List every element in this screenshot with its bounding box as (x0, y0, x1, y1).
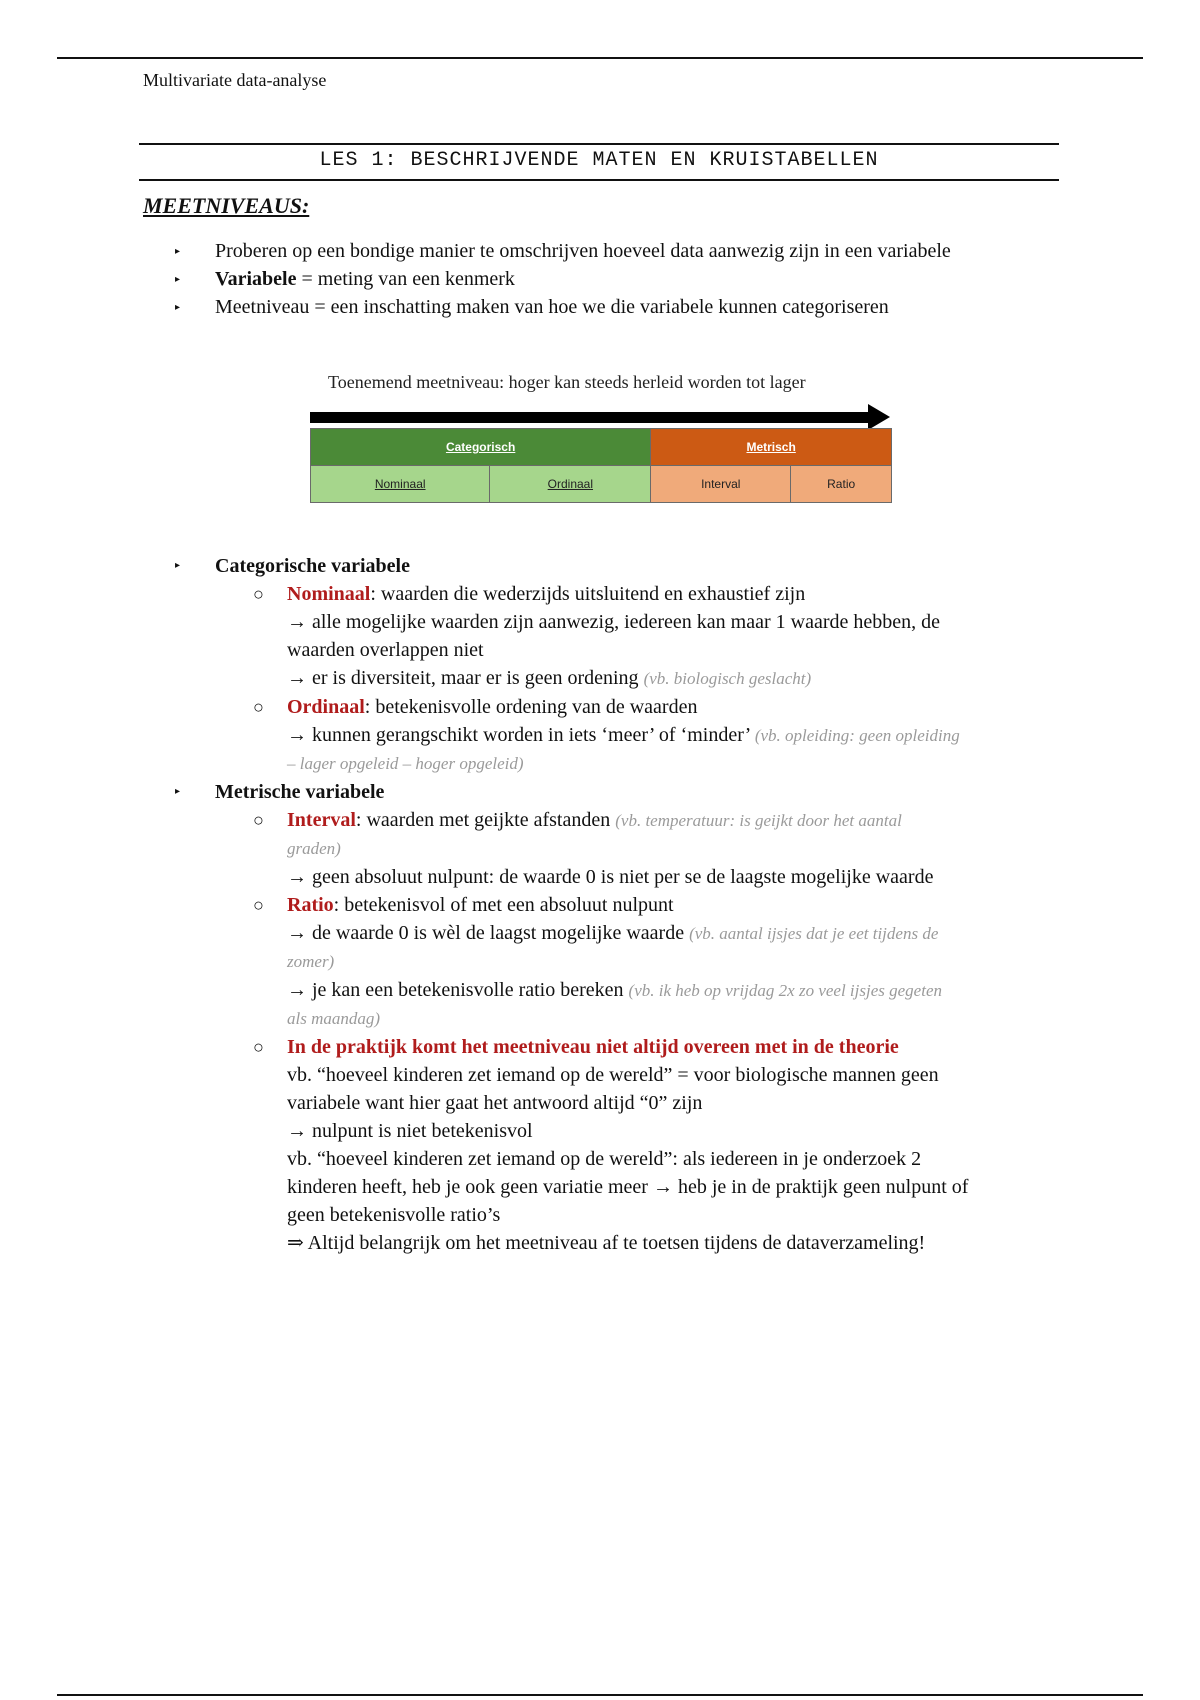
example-text: – lager opgeleid – hoger opgeleid) (287, 754, 524, 773)
ordinaal-item (175, 693, 1075, 778)
detail-line: → de waarde 0 is wèl de laagst mogelijke waarde (287, 922, 690, 944)
circle-bullet-icon: ○ (253, 895, 264, 915)
detail-line: variabele want hier gaat het antwoord altijd “0” zijn (287, 1092, 703, 1114)
circle-bullet-icon: ○ (253, 584, 264, 604)
cell-interval: Interval (651, 466, 791, 503)
measurement-level-diagram (310, 372, 900, 512)
ratio-item (175, 891, 1075, 1033)
arrow-right-icon (310, 404, 890, 430)
intro-text: Meetniveau = een inschatting maken van hoe we die variabele kunnen categoriseren (215, 295, 889, 318)
term-ratio: Ratio (287, 894, 334, 916)
header-categorisch: Categorisch (311, 429, 651, 466)
detail-line: vb. “hoeveel kinderen zet iemand op de wereld”: als iedereen in je onderzoek 2 (287, 1148, 922, 1170)
bullet-icon: ▸ (175, 786, 181, 797)
detail-line: waarden overlappen niet (287, 639, 484, 661)
definition: : betekenisvol of met een absoluut nulpunt (333, 894, 674, 916)
variable-types-list (175, 552, 1075, 1257)
definition: : waarden die wederzijds uitsluitend en exhaustief zijn (370, 583, 806, 605)
detail-line: → je kan een betekenisvolle ratio bereken (287, 979, 629, 1001)
example-text: als maandag) (287, 1009, 381, 1028)
intro-list (175, 237, 1075, 321)
detail-line: → kunnen gerangschikt worden in iets ‘meer’ of ‘minder’ (287, 724, 755, 746)
detail-line: kinderen heeft, heb je ook geen variatie meer → heb je in de praktijk geen nulpunt of (287, 1176, 969, 1198)
term-interval: Interval (287, 809, 356, 831)
detail-line: → nulpunt is niet betekenisvol (287, 1120, 533, 1142)
cell-nominaal: Nominaal (311, 466, 490, 503)
bullet-icon: ▸ (175, 245, 181, 257)
circle-bullet-icon: ○ (253, 810, 264, 830)
page-title: LES 1: BESCHRIJVENDE MATEN EN KRUISTABELLEN (319, 149, 879, 172)
detail-line: vb. “hoeveel kinderen zet iemand op de wereld” = voor biologische mannen geen (287, 1064, 939, 1086)
definition: : waarden met geijkte afstanden (355, 809, 616, 831)
circle-bullet-icon: ○ (253, 697, 264, 717)
top-rule (57, 57, 1143, 59)
categorische-title: Categorische variabele (215, 555, 410, 577)
example-text: graden) (287, 839, 341, 858)
term-variabele: Variabele (215, 267, 297, 290)
circle-bullet-icon: ○ (253, 1037, 264, 1057)
header-metrisch: Metrisch (651, 429, 892, 466)
page-header: Multivariate data-analyse (143, 70, 327, 90)
title-box (139, 143, 1059, 181)
intro-text: Proberen op een bondige manier te omschrijven hoeveel data aanwezig zijn in een variabele (215, 239, 951, 262)
list-item (175, 552, 1075, 580)
measurement-level-table (310, 428, 892, 503)
example-text: (vb. opleiding: geen opleiding (754, 726, 960, 745)
example-text: (vb. ik heb op vrijdag 2x zo veel ijsjes gegeten (628, 981, 942, 1000)
praktijk-item (175, 1033, 1075, 1257)
bullet-icon: ▸ (175, 301, 181, 313)
detail-line: geen betekenisvolle ratio’s (287, 1204, 501, 1226)
bullet-icon: ▸ (175, 560, 181, 571)
definition: : betekenisvolle ordening van de waarden (364, 696, 698, 718)
list-item (175, 265, 1075, 293)
diagram-caption: Toenemend meetniveau: hoger kan steeds herleid worden tot lager (328, 372, 806, 392)
bottom-rule (57, 1694, 1143, 1696)
metrische-title: Metrische variabele (215, 781, 385, 803)
example-text: zomer) (287, 952, 335, 971)
example-text: (vb. temperatuur: is geijkt door het aantal (615, 811, 902, 830)
section-heading: MEETNIVEAUS: (143, 193, 310, 218)
detail-line: → alle mogelijke waarden zijn aanwezig, iedereen kan maar 1 waarde hebben, de (287, 611, 941, 633)
term-ordinaal: Ordinaal (287, 696, 365, 718)
conclusion-line: ⇒ Altijd belangrijk om het meetniveau af te toetsen tijdens de dataverzameling! (287, 1232, 926, 1254)
list-item (175, 293, 1075, 321)
detail-line: → geen absoluut nulpunt: de waarde 0 is niet per se de laagste mogelijke waarde (287, 866, 934, 888)
intro-text: = meting van een kenmerk (296, 267, 515, 290)
list-item (175, 778, 1075, 806)
detail-line: → er is diversiteit, maar er is geen ordening (287, 667, 644, 689)
term-nominaal: Nominaal (287, 583, 371, 605)
cell-ratio: Ratio (791, 466, 892, 503)
example-text: (vb. aantal ijsjes dat je eet tijdens de (689, 924, 939, 943)
list-item (175, 237, 1075, 265)
cell-ordinaal: Ordinaal (490, 466, 651, 503)
nominaal-item (175, 580, 1075, 693)
bullet-icon: ▸ (175, 273, 181, 285)
interval-item (175, 806, 1075, 891)
example-text: (vb. biologisch geslacht) (643, 669, 812, 688)
praktijk-heading: In de praktijk komt het meetniveau niet altijd overeen met in de theorie (287, 1036, 899, 1058)
